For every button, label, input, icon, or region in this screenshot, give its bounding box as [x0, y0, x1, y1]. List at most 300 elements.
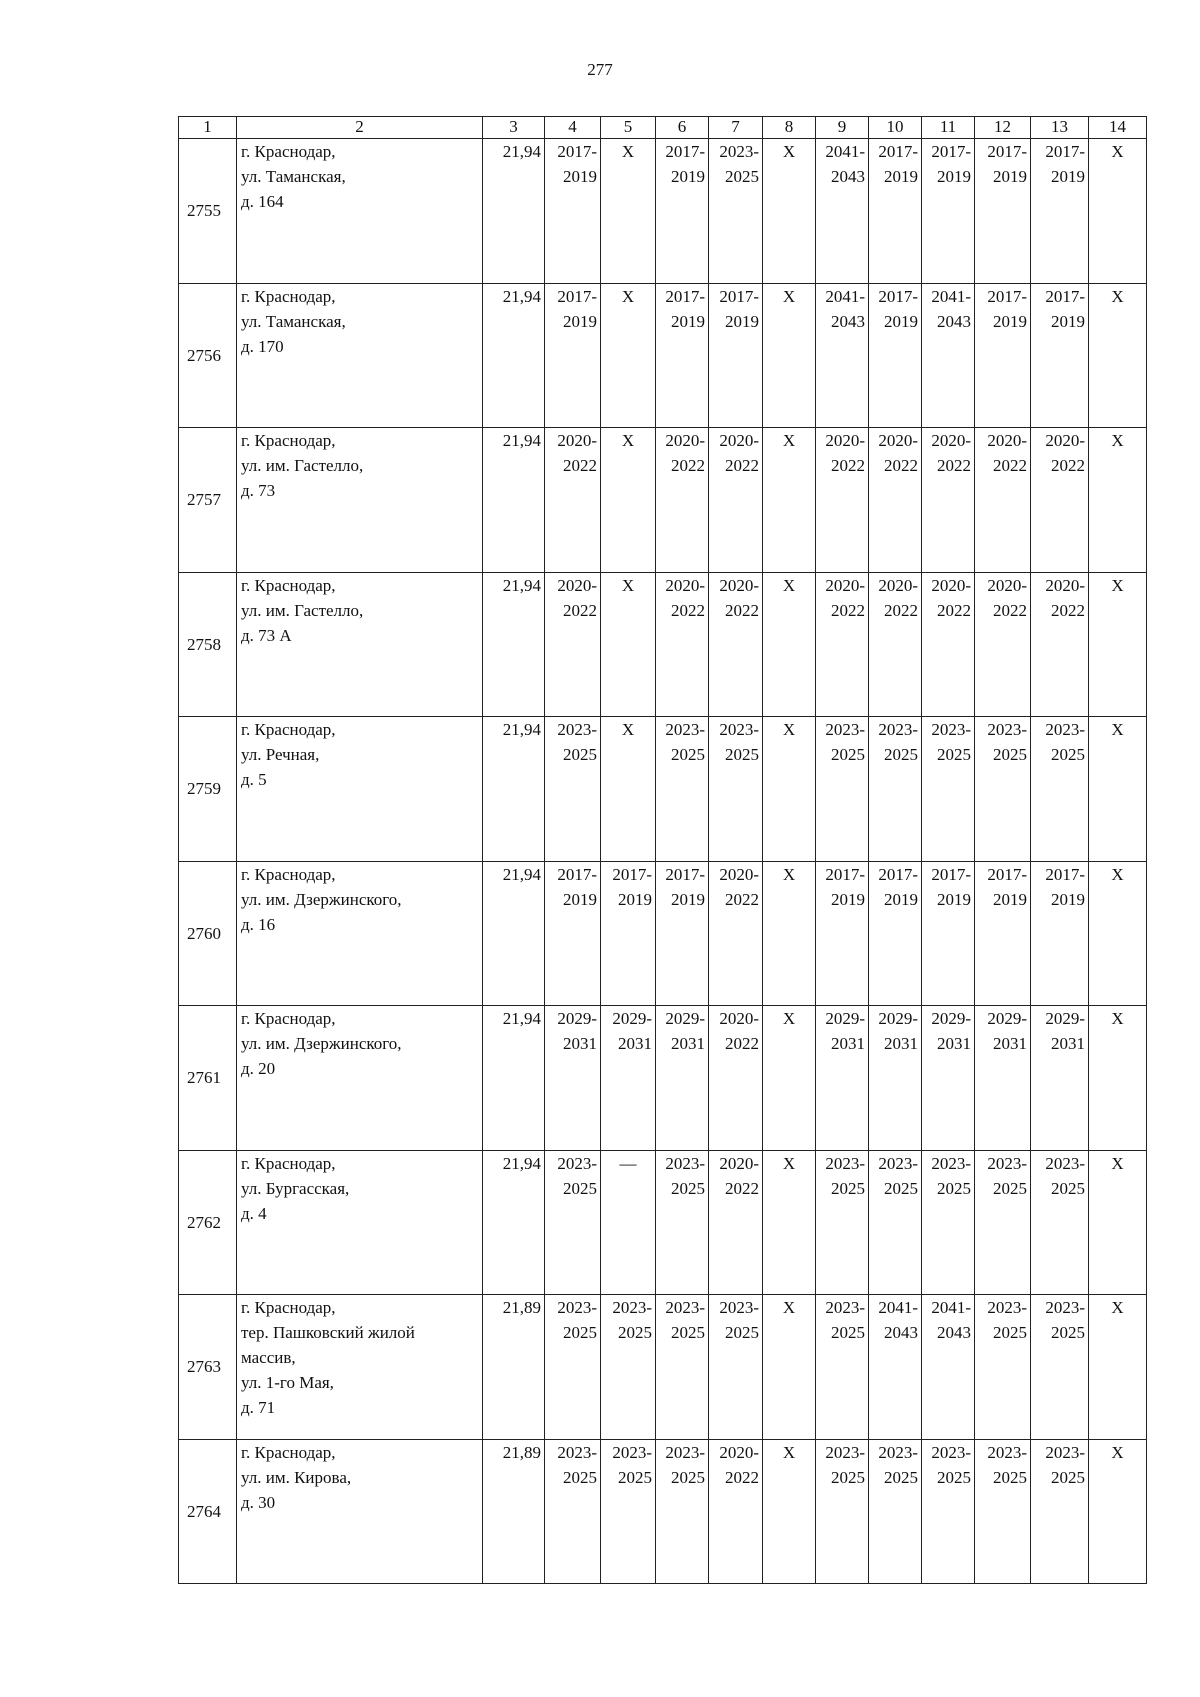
cell-line: 2017- — [931, 142, 971, 161]
table-row — [179, 861, 1147, 1006]
cell-line: 2017- — [557, 286, 597, 306]
cell-line: ул. 1-го Мая, — [241, 1373, 334, 1392]
table-row — [179, 1150, 1147, 1295]
cell-line: 2025 — [563, 745, 597, 764]
cell-line: 2020- — [719, 1153, 759, 1173]
cell-line: 2017- — [665, 864, 705, 884]
cell-line: 2029- — [665, 1009, 705, 1028]
address-cell — [237, 1295, 483, 1440]
schedule-cell — [545, 1295, 601, 1440]
cell-line: 2025 — [671, 1323, 705, 1342]
address-cell — [237, 283, 483, 428]
cell-line: д. 5 — [241, 770, 267, 789]
schedule-cell — [922, 861, 975, 1006]
schedule-cell — [709, 1439, 763, 1584]
cell-line: 2025 — [937, 745, 971, 764]
cell-line: 2023- — [931, 1442, 971, 1462]
schedule-cell — [656, 1439, 709, 1584]
schedule-cell — [601, 1295, 656, 1440]
schedule-cell — [763, 428, 816, 573]
column-number-14: 14 — [1089, 117, 1147, 139]
cell-line: 2031 — [831, 1034, 865, 1053]
schedule-cell — [975, 428, 1031, 573]
table-row — [179, 283, 1147, 428]
cell-line: 2025 — [618, 1323, 652, 1342]
cell-line: 2022 — [725, 1034, 759, 1053]
cell-line: 2031 — [563, 1034, 597, 1053]
row-number: 2761 — [179, 1006, 237, 1151]
cell-line: 2025 — [884, 745, 918, 764]
cell-line: 2025 — [831, 1467, 865, 1487]
cell-line: 2020- — [557, 575, 597, 595]
schedule-cell — [545, 283, 601, 428]
cell-line: 2029- — [987, 1009, 1027, 1028]
cell-line: X — [782, 286, 796, 306]
schedule-cell — [545, 1006, 601, 1151]
schedule-cell — [763, 283, 816, 428]
schedule-cell — [545, 1439, 601, 1584]
schedule-cell — [975, 1439, 1031, 1584]
schedule-cell — [656, 1295, 709, 1440]
cell-line: X — [782, 864, 796, 884]
cell-line: 2043 — [884, 1323, 918, 1342]
cell-line: д. 16 — [241, 914, 276, 934]
schedule-cell — [869, 717, 922, 862]
schedule-cell — [763, 572, 816, 717]
cell-line: 2023- — [665, 1153, 705, 1173]
row-number: 2764 — [179, 1439, 237, 1584]
cell-line: 2023- — [665, 1298, 705, 1317]
row-number: 2757 — [179, 428, 237, 573]
cell-line: X — [1111, 142, 1124, 161]
cell-line: 2025 — [1051, 1323, 1085, 1342]
cell-line: 2017- — [878, 286, 918, 306]
cell-line: 2023- — [825, 1442, 865, 1462]
cell-line: X — [1111, 720, 1124, 739]
cell-line: 2022 — [725, 889, 759, 909]
schedule-cell — [1031, 139, 1089, 284]
cell-line: 2020- — [665, 431, 705, 450]
column-number-5: 5 — [601, 117, 656, 139]
schedule-cell — [709, 1150, 763, 1295]
column-number-6: 6 — [656, 117, 709, 139]
cell-line: ул. им. Дзержинского, — [241, 889, 402, 909]
cell-line: 2025 — [937, 1467, 971, 1487]
cell-line: 2023- — [557, 1153, 597, 1173]
cell-line: 2025 — [725, 167, 759, 186]
schedule-cell — [1089, 1006, 1147, 1151]
schedule-cell — [816, 572, 869, 717]
cell-line: 2025 — [1051, 1467, 1085, 1487]
schedule-cell — [1089, 572, 1147, 717]
cell-line: 2020- — [719, 431, 759, 450]
cell-line: 2029- — [825, 1009, 865, 1028]
cell-line: 2020- — [719, 1009, 759, 1028]
cell-line: 2025 — [671, 1467, 705, 1487]
schedule-cell — [869, 1006, 922, 1151]
schedule-cell — [975, 1006, 1031, 1151]
column-number-7: 7 — [709, 117, 763, 139]
cell-line: 2019 — [884, 889, 918, 909]
cell-line: 2023- — [825, 1298, 865, 1317]
cell-line: 2017- — [612, 864, 652, 884]
cell-line: 2023- — [557, 1442, 597, 1462]
cell-line: д. 71 — [241, 1398, 276, 1417]
cell-line: 2023- — [825, 1153, 865, 1173]
cell-line: 2023- — [878, 1442, 918, 1462]
address-cell — [237, 1006, 483, 1151]
cell-line: г. Краснодар, — [241, 575, 336, 595]
schedule-cell — [922, 717, 975, 862]
cell-line: 2020- — [1045, 575, 1085, 595]
table-row — [179, 1295, 1147, 1440]
schedule-cell — [1089, 1295, 1147, 1440]
cell-line: ул. им. Дзержинского, — [241, 1034, 402, 1053]
cell-line: 2025 — [831, 1178, 865, 1198]
cell-line: 2017- — [931, 864, 971, 884]
cell-line: X — [1111, 1298, 1124, 1317]
cell-line: 2043 — [937, 1323, 971, 1342]
cell-line: 2025 — [831, 745, 865, 764]
cell-line: ул. им. Гастелло, — [241, 600, 364, 620]
cell-line: 2022 — [884, 600, 918, 620]
cell-line: 2025 — [1051, 745, 1085, 764]
cell-line: 2022 — [831, 600, 865, 620]
schedule-cell — [763, 717, 816, 862]
table-row — [179, 717, 1147, 862]
cell-line: 2020- — [719, 864, 759, 884]
cell-line: 2025 — [993, 1467, 1027, 1487]
schedule-cell — [601, 717, 656, 862]
cell-line: д. 20 — [241, 1059, 276, 1078]
cell-line: 2017- — [665, 142, 705, 161]
schedule-cell — [975, 1150, 1031, 1295]
schedule-cell — [545, 1150, 601, 1295]
cell-line: 2023- — [931, 1153, 971, 1173]
cell-line: 2023- — [931, 720, 971, 739]
schedule-cell — [975, 717, 1031, 862]
cell-line: X — [782, 1298, 796, 1317]
cell-line: д. 73 — [241, 481, 276, 500]
cell-line: 2023- — [1045, 1298, 1085, 1317]
address-cell — [237, 1439, 483, 1584]
schedule-cell — [656, 428, 709, 573]
schedule-cell — [709, 861, 763, 1006]
cell-line: 2031 — [993, 1034, 1027, 1053]
cell-line: 2019 — [993, 167, 1027, 186]
cell-line: д. 164 — [241, 192, 284, 211]
cell-line: ул. Речная, — [241, 745, 320, 764]
schedule-cell — [1031, 1150, 1089, 1295]
address-cell — [237, 139, 483, 284]
value-cell: 21,89 — [483, 1295, 545, 1440]
cell-line: 2020- — [719, 1442, 759, 1462]
column-number-11: 11 — [922, 117, 975, 139]
schedule-cell — [816, 1439, 869, 1584]
cell-line: 2025 — [725, 745, 759, 764]
cell-line: 2019 — [831, 889, 865, 909]
schedule-cell — [709, 283, 763, 428]
page-number: 277 — [587, 60, 613, 79]
cell-line: 2025 — [937, 1178, 971, 1198]
cell-line: 2017- — [987, 142, 1027, 161]
cell-line: 2022 — [993, 600, 1027, 620]
schedule-cell — [1031, 1439, 1089, 1584]
schedule-cell — [816, 1150, 869, 1295]
cell-line: 2025 — [671, 745, 705, 764]
schedule-cell — [869, 139, 922, 284]
column-number-1: 1 — [179, 117, 237, 139]
column-number-13: 13 — [1031, 117, 1089, 139]
cell-line: 2025 — [563, 1323, 597, 1342]
cell-line: 2023- — [612, 1442, 652, 1462]
cell-line: 2025 — [884, 1178, 918, 1198]
schedule-cell — [601, 861, 656, 1006]
cell-line: 2022 — [563, 600, 597, 620]
cell-line: X — [1111, 864, 1124, 884]
housing-repair-schedule-table — [178, 116, 1147, 1584]
cell-line: массив, — [241, 1348, 296, 1367]
cell-line: X — [782, 431, 796, 450]
cell-line: 2019 — [884, 311, 918, 331]
cell-line: 2041- — [825, 286, 865, 306]
schedule-cell — [1089, 139, 1147, 284]
schedule-cell — [1089, 283, 1147, 428]
cell-line: 2020- — [665, 575, 705, 595]
cell-line: X — [621, 720, 635, 739]
schedule-cell — [763, 1006, 816, 1151]
cell-line: 2022 — [725, 456, 759, 475]
cell-line: г. Краснодар, — [241, 286, 336, 306]
cell-line: 2022 — [725, 1467, 759, 1487]
schedule-cell — [545, 428, 601, 573]
schedule-cell — [763, 1439, 816, 1584]
schedule-cell — [869, 283, 922, 428]
schedule-cell — [1031, 861, 1089, 1006]
cell-line: 2031 — [618, 1034, 652, 1053]
cell-line: г. Краснодар, — [241, 1009, 336, 1028]
table-row — [179, 139, 1147, 284]
cell-line: 2022 — [937, 456, 971, 475]
schedule-cell — [816, 861, 869, 1006]
schedule-cell — [1089, 1439, 1147, 1584]
schedule-cell — [1031, 1006, 1089, 1151]
cell-line: г. Краснодар, — [241, 864, 336, 884]
schedule-cell — [656, 572, 709, 717]
schedule-cell — [656, 1150, 709, 1295]
cell-line: 2023- — [987, 720, 1027, 739]
schedule-cell — [601, 1006, 656, 1151]
schedule-cell — [975, 283, 1031, 428]
schedule-cell — [1031, 572, 1089, 717]
schedule-cell — [922, 1150, 975, 1295]
cell-line: 2017- — [1045, 864, 1085, 884]
cell-line: 2022 — [671, 600, 705, 620]
schedule-cell — [869, 1295, 922, 1440]
cell-line: 2025 — [831, 1323, 865, 1342]
cell-line: 2020- — [878, 575, 918, 595]
cell-line: 2023- — [719, 142, 759, 161]
cell-line: 2022 — [1051, 456, 1085, 475]
cell-line: 2023- — [719, 720, 759, 739]
cell-line: ул. Бургасская, — [241, 1178, 350, 1198]
cell-line: 2029- — [931, 1009, 971, 1028]
cell-line: ул. им. Кирова, — [241, 1467, 352, 1487]
schedule-cell — [922, 1006, 975, 1151]
cell-line: 2041- — [931, 286, 971, 306]
cell-line: X — [621, 431, 635, 450]
cell-line: X — [621, 142, 635, 161]
cell-line: 2020- — [557, 431, 597, 450]
cell-line: 2017- — [878, 864, 918, 884]
schedule-cell — [709, 1006, 763, 1151]
cell-line: 2023- — [825, 720, 865, 739]
schedule-cell — [869, 1439, 922, 1584]
cell-line: 2023- — [987, 1153, 1027, 1173]
cell-line: 2025 — [993, 1178, 1027, 1198]
cell-line: 2019 — [1051, 889, 1085, 909]
schedule-cell — [922, 283, 975, 428]
value-cell: 21,94 — [483, 717, 545, 862]
row-number: 2755 — [179, 139, 237, 284]
schedule-cell — [1089, 861, 1147, 1006]
column-number-8: 8 — [763, 117, 816, 139]
cell-line: 2025 — [563, 1467, 597, 1487]
cell-line: 2023- — [612, 1298, 652, 1317]
column-number-12: 12 — [975, 117, 1031, 139]
cell-line: 2022 — [831, 456, 865, 475]
cell-line: X — [782, 142, 796, 161]
row-number: 2758 — [179, 572, 237, 717]
schedule-cell — [601, 139, 656, 284]
cell-line: 2023- — [1045, 1153, 1085, 1173]
cell-line: 2019 — [563, 311, 597, 331]
schedule-cell — [869, 861, 922, 1006]
value-cell: 21,94 — [483, 861, 545, 1006]
address-cell — [237, 1150, 483, 1295]
cell-line: 2020- — [719, 575, 759, 595]
cell-line: X — [782, 575, 796, 595]
cell-line: 2031 — [884, 1034, 918, 1053]
cell-line: 2022 — [937, 600, 971, 620]
schedule-cell — [709, 1295, 763, 1440]
address-cell — [237, 428, 483, 573]
column-number-2: 2 — [237, 117, 483, 139]
schedule-cell — [601, 1439, 656, 1584]
value-cell: 21,94 — [483, 572, 545, 717]
address-cell — [237, 572, 483, 717]
schedule-cell — [545, 861, 601, 1006]
cell-line: 2025 — [884, 1467, 918, 1487]
schedule-cell — [1031, 717, 1089, 862]
cell-line: 2025 — [618, 1467, 652, 1487]
cell-line: 2025 — [563, 1178, 597, 1198]
cell-line: 2017- — [719, 286, 759, 306]
value-cell: 21,89 — [483, 1439, 545, 1584]
cell-line: 2019 — [618, 889, 652, 909]
schedule-cell — [816, 139, 869, 284]
cell-line: 2017- — [987, 864, 1027, 884]
cell-line: 2025 — [671, 1178, 705, 1198]
schedule-cell — [545, 572, 601, 717]
schedule-cell — [869, 428, 922, 573]
table-row — [179, 572, 1147, 717]
schedule-cell — [1031, 1295, 1089, 1440]
row-number: 2763 — [179, 1295, 237, 1440]
schedule-cell — [975, 572, 1031, 717]
cell-line: ул. Таманская, — [241, 311, 346, 331]
cell-line: 2029- — [1045, 1009, 1085, 1028]
column-number-9: 9 — [816, 117, 869, 139]
schedule-cell — [975, 139, 1031, 284]
schedule-cell — [816, 283, 869, 428]
column-number-3: 3 — [483, 117, 545, 139]
schedule-cell — [922, 139, 975, 284]
cell-line: ул. им. Гастелло, — [241, 456, 364, 475]
cell-line: 2019 — [671, 889, 705, 909]
cell-line: 2023- — [665, 720, 705, 739]
cell-line: X — [782, 1442, 796, 1462]
schedule-cell — [869, 1150, 922, 1295]
cell-line: X — [782, 1153, 796, 1173]
column-number-10: 10 — [869, 117, 922, 139]
schedule-cell — [763, 1295, 816, 1440]
schedule-cell — [763, 861, 816, 1006]
cell-line: 2041- — [931, 1298, 971, 1317]
cell-line: 2031 — [671, 1034, 705, 1053]
cell-line: д. 30 — [241, 1492, 276, 1512]
schedule-cell — [816, 1295, 869, 1440]
schedule-cell — [709, 139, 763, 284]
cell-line: д. 4 — [241, 1203, 267, 1223]
schedule-cell — [922, 572, 975, 717]
schedule-cell — [922, 1295, 975, 1440]
cell-line: 2020- — [1045, 431, 1085, 450]
cell-line: 2019 — [725, 311, 759, 331]
cell-line: 2020- — [931, 431, 971, 450]
cell-line: 2023- — [878, 720, 918, 739]
value-cell: 21,94 — [483, 428, 545, 573]
cell-line: — — [619, 1153, 637, 1173]
schedule-cell — [545, 717, 601, 862]
cell-line: X — [1111, 1009, 1124, 1028]
cell-line: 2023- — [557, 1298, 597, 1317]
cell-line: X — [621, 286, 635, 306]
cell-line: 2020- — [825, 431, 865, 450]
cell-line: ул. Таманская, — [241, 167, 346, 186]
schedule-cell — [601, 1150, 656, 1295]
cell-line: 2023- — [719, 1298, 759, 1317]
cell-line: 2031 — [937, 1034, 971, 1053]
cell-line: 2023- — [1045, 720, 1085, 739]
cell-line: д. 73 А — [241, 625, 292, 645]
cell-line: X — [1111, 575, 1124, 595]
cell-line: 2019 — [1051, 167, 1085, 186]
row-number: 2760 — [179, 861, 237, 1006]
cell-line: 2019 — [563, 167, 597, 186]
value-cell: 21,94 — [483, 283, 545, 428]
cell-line: 2019 — [1051, 311, 1085, 331]
cell-line: 2022 — [725, 1178, 759, 1198]
schedule-cell — [763, 139, 816, 284]
schedule-cell — [1089, 428, 1147, 573]
cell-line: 2029- — [612, 1009, 652, 1028]
cell-line: 2019 — [884, 167, 918, 186]
cell-line: 2022 — [563, 456, 597, 475]
schedule-cell — [656, 861, 709, 1006]
table-row — [179, 1439, 1147, 1584]
cell-line: 2043 — [831, 167, 865, 186]
